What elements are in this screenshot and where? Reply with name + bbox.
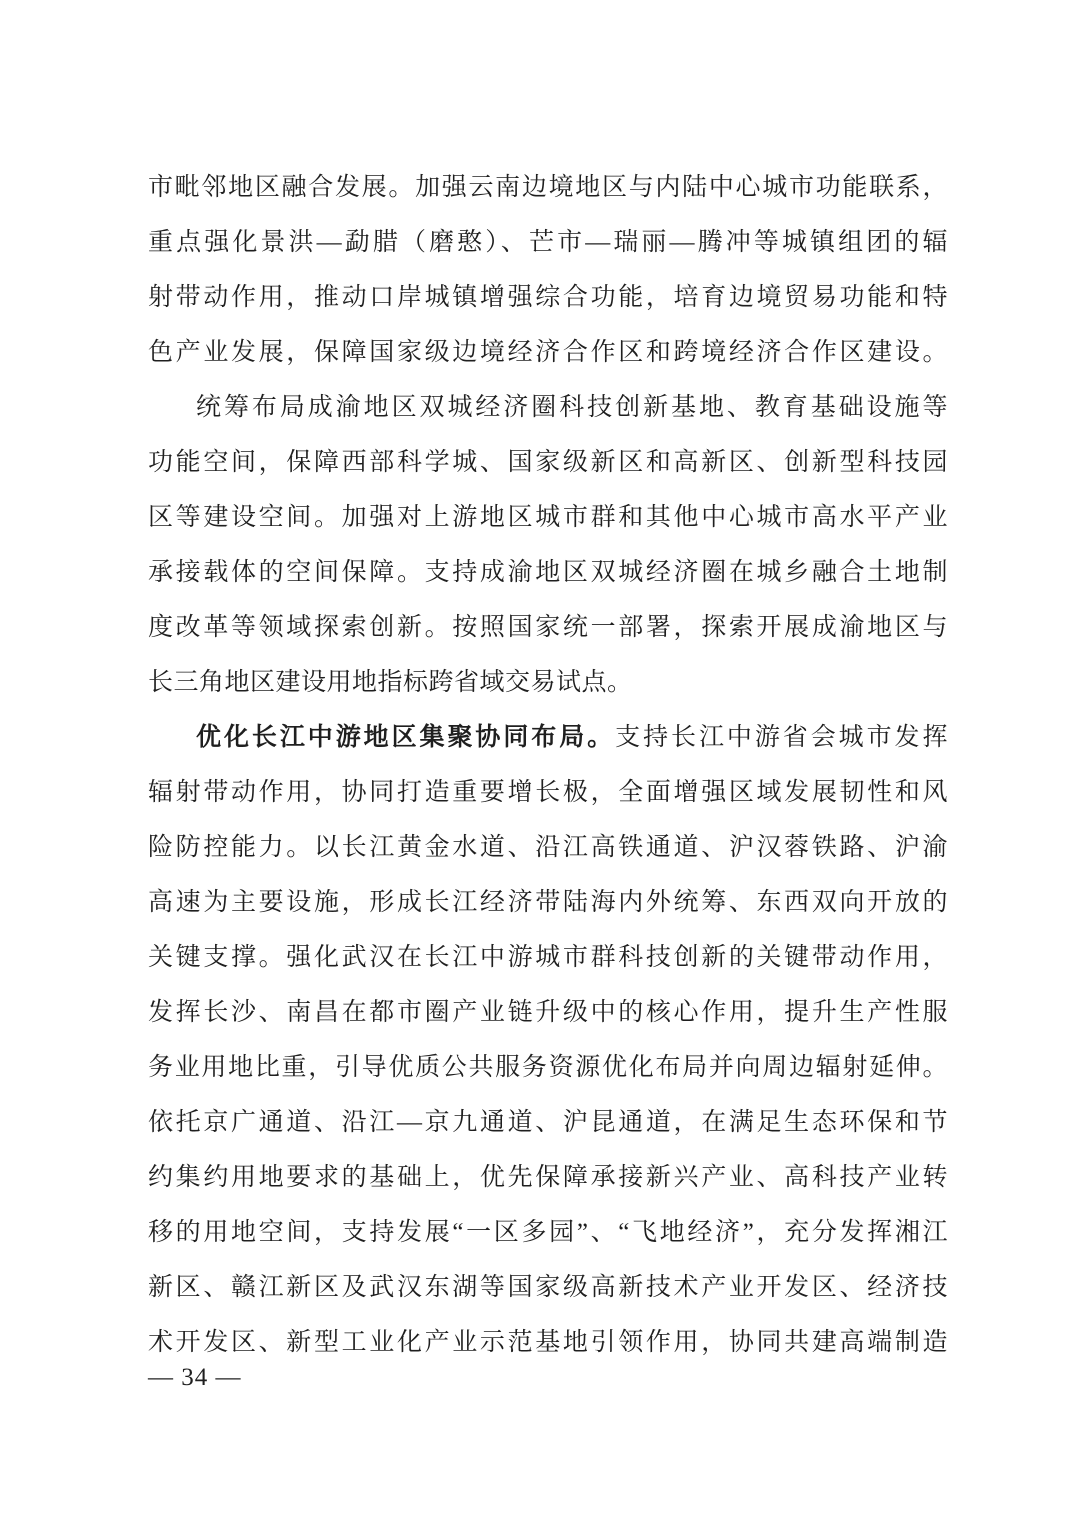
page-number: — 34 — [148, 1364, 242, 1391]
text-line: 重点强化景洪—勐腊（磨憨）、芒市—瑞丽—腾冲等城镇组团的辐 [148, 229, 948, 256]
text-line: 依托京广通道、沿江—京九通道、沪昆通道，在满足生态环保和节 [148, 1109, 948, 1136]
text-line: 色产业发展，保障国家级边境经济合作区和跨境经济合作区建设。 [148, 339, 948, 366]
text-line: 险防控能力。以长江黄金水道、沿江高铁通道、沪汉蓉铁路、沪渝 [148, 834, 948, 861]
text-line: 统筹布局成渝地区双城经济圈科技创新基地、教育基础设施等 [196, 394, 948, 421]
text-line: 发挥长沙、南昌在都市圈产业链升级中的核心作用，提升生产性服 [148, 999, 948, 1026]
text-line: 术开发区、新型工业化产业示范基地引领作用，协同共建高端制造 [148, 1329, 948, 1356]
text-line: 市毗邻地区融合发展。加强云南边境地区与内陆中心城市功能联系， [148, 174, 948, 201]
text-line: 移的用地空间，支持发展“一区多园”、“飞地经济”，充分发挥湘江 [148, 1219, 948, 1246]
text-line: 区等建设空间。加强对上游地区城市群和其他中心城市高水平产业 [148, 504, 948, 531]
text-line [148, 710, 948, 765]
bold-heading-segment: 优化长江中游地区集聚协同布局。 [196, 724, 616, 751]
text-line: 关键支撑。强化武汉在长江中游城市群科技创新的关键带动作用， [148, 944, 948, 971]
text-line: 约集约用地要求的基础上，优先保障承接新兴产业、高科技产业转 [148, 1164, 948, 1191]
text-line: 高速为主要设施，形成长江经济带陆海内外统筹、东西双向开放的 [148, 889, 948, 916]
text-line: 度改革等领域探索创新。按照国家统一部署，探索开展成渝地区与 [148, 614, 948, 641]
text-line: 长三角地区建设用地指标跨省域交易试点。 [148, 669, 633, 696]
document-body [148, 160, 948, 1370]
text-line: 功能空间，保障西部科学城、国家级新区和高新区、创新型科技园 [148, 449, 948, 476]
text-line: 承接载体的空间保障。支持成渝地区双城经济圈在城乡融合土地制 [148, 559, 948, 586]
line-text-segment: 支持长江中游省会城市发挥 [615, 724, 948, 751]
text-line: 射带动作用，推动口岸城镇增强综合功能，培育边境贸易功能和特 [148, 284, 948, 311]
text-line: 新区、赣江新区及武汉东湖等国家级高新技术产业开发区、经济技 [148, 1274, 948, 1301]
text-line: 务业用地比重，引导优质公共服务资源优化布局并向周边辐射延伸。 [148, 1054, 948, 1081]
text-line: 辐射带动作用，协同打造重要增长极，全面增强区域发展韧性和风 [148, 779, 948, 806]
